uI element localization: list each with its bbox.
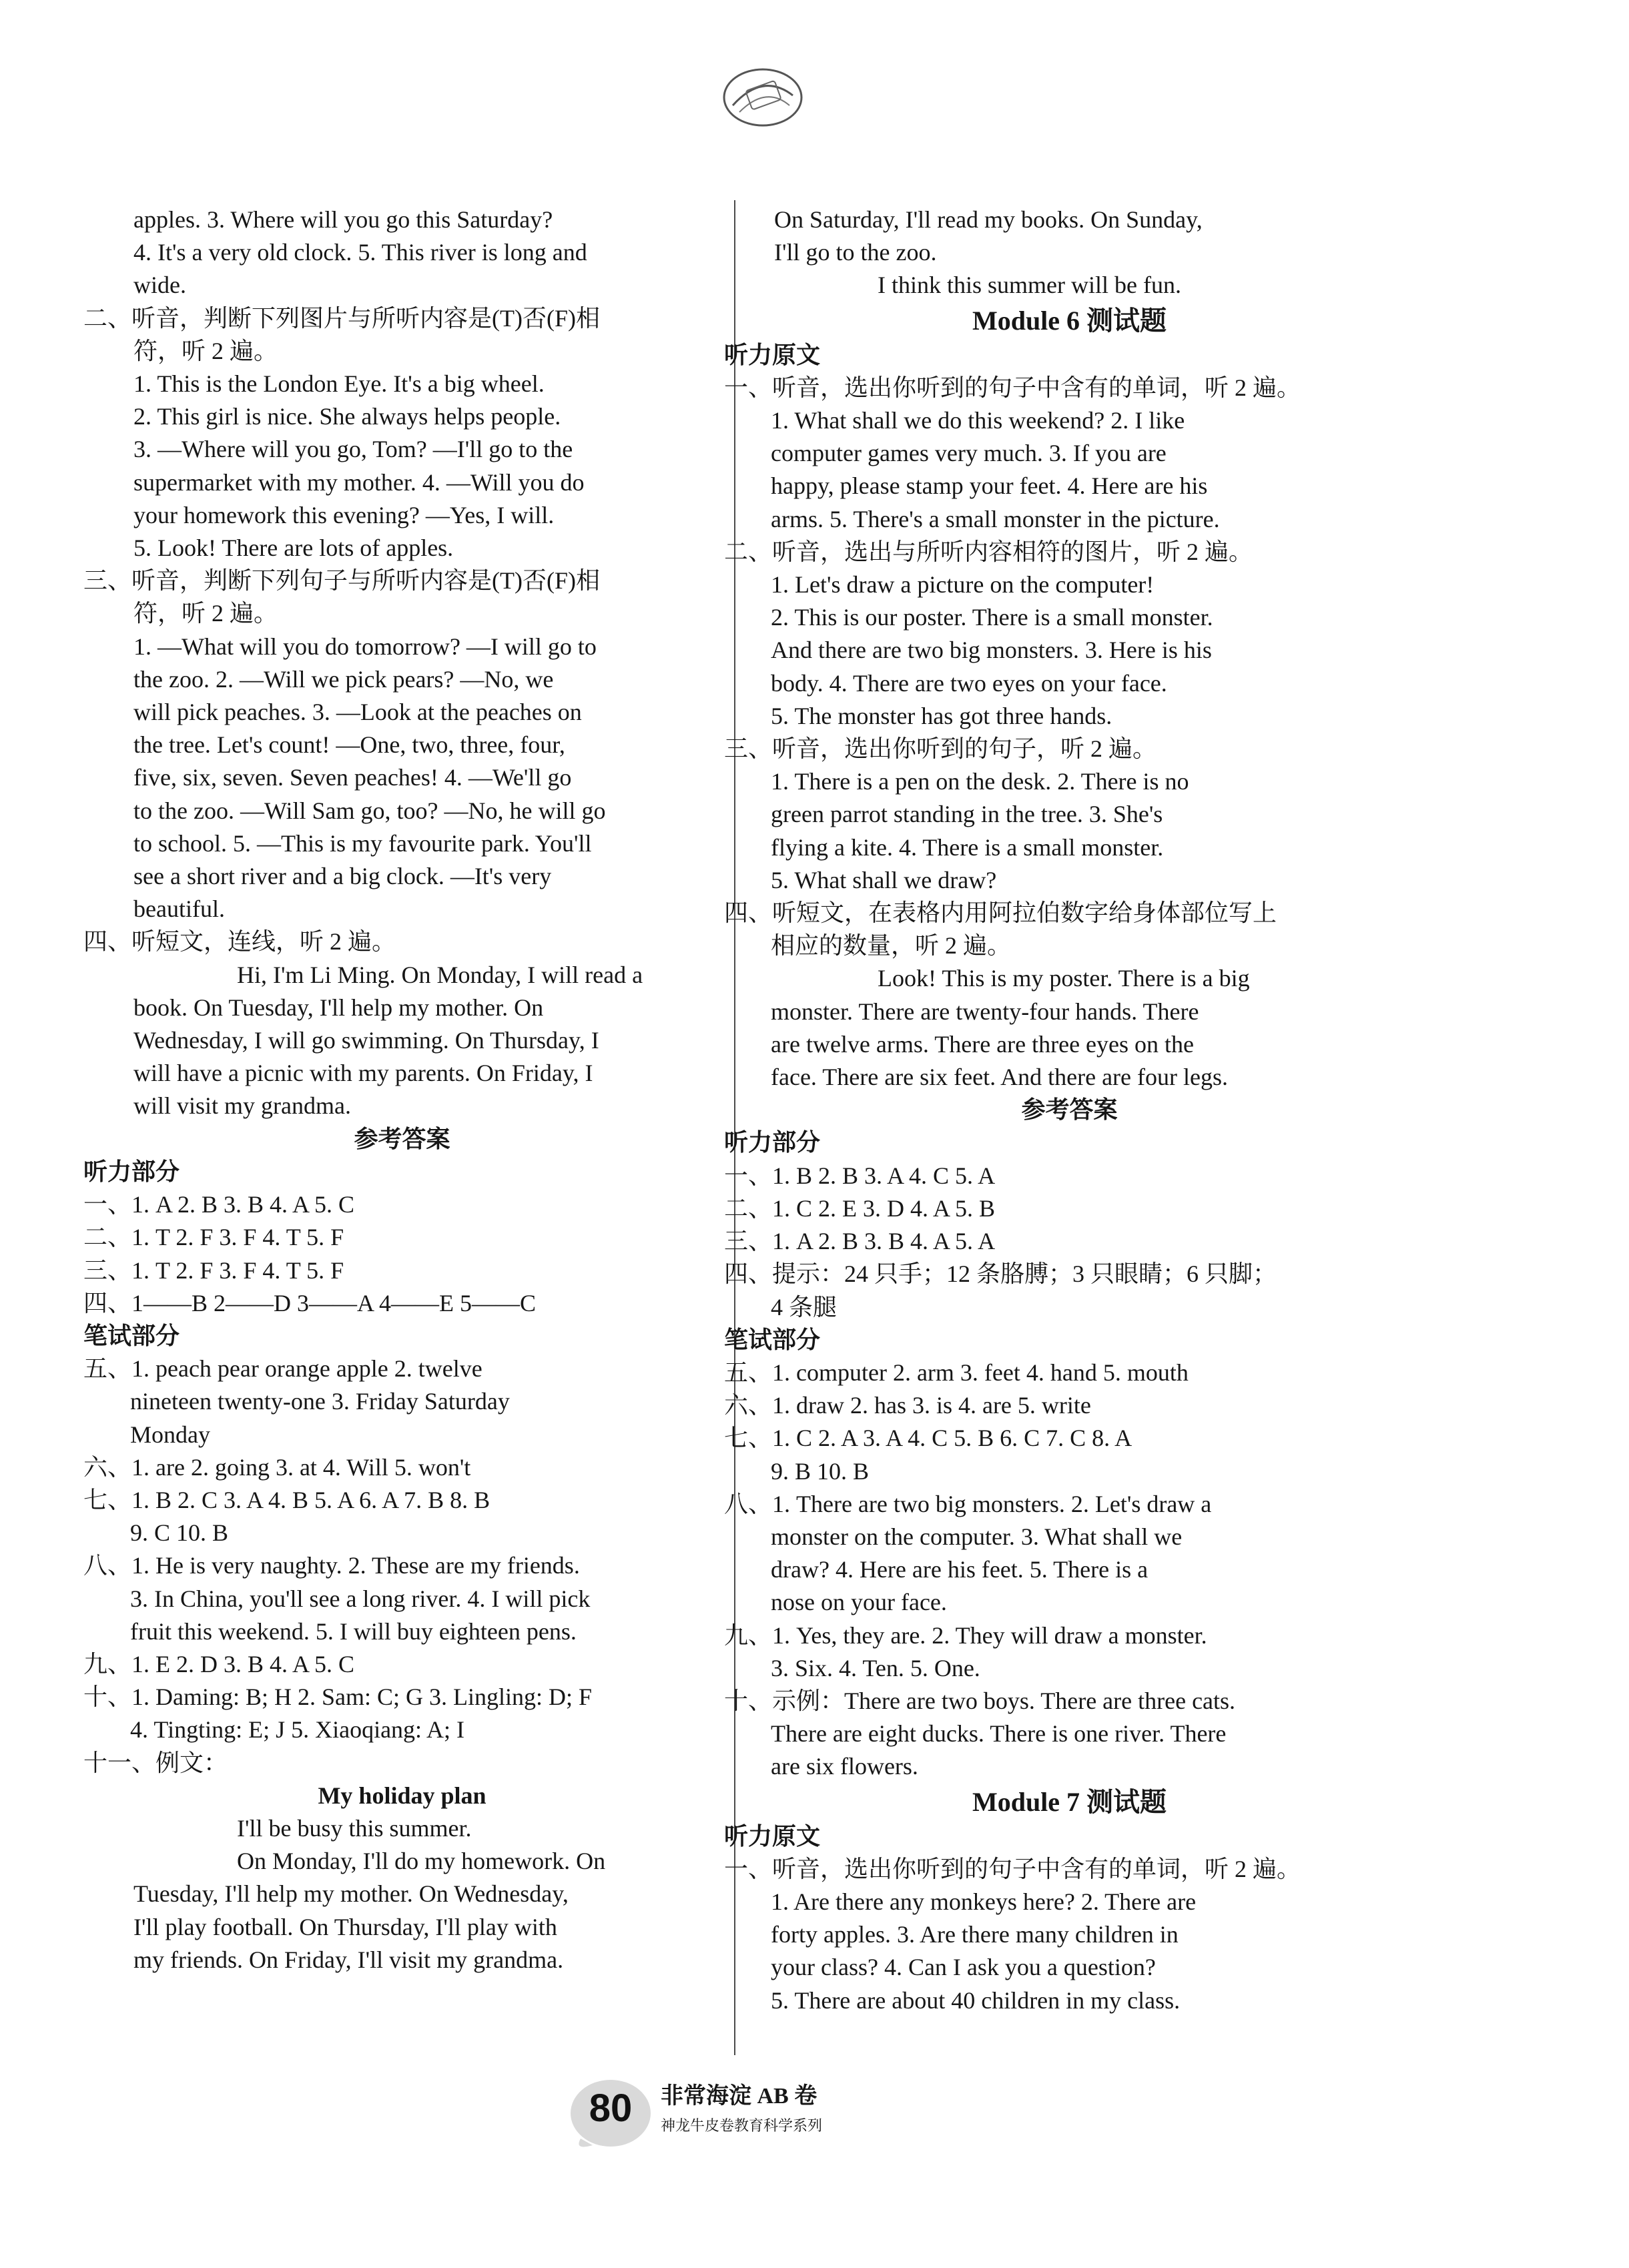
left-column-line: book. On Tuesday, I'll help my mother. On [133, 994, 544, 1021]
right-column-line: Look! This is my poster. There is a big [878, 965, 1250, 992]
left-column-line: 1. This is the London Eye. It's a big wheel. [133, 370, 545, 398]
left-column-line: 参考答案 [354, 1125, 450, 1152]
right-column-line: monster on the computer. 3. What shall we [771, 1523, 1183, 1550]
left-column-line: my friends. On Friday, I'll visit my grandma. [133, 1946, 564, 1973]
right-column-line: 一、听音，选出你听到的句子中含有的单词，听 2 遍。 [724, 374, 1301, 401]
right-column-line: 四、听短文，在表格内用阿拉伯数字给身体部位写上 [724, 899, 1277, 927]
left-column-line: 一、1. A 2. B 3. B 4. A 5. C [83, 1191, 355, 1218]
left-column-line: your homework this evening? —Yes, I will. [133, 501, 555, 528]
right-column-line: 六、1. draw 2. has 3. is 4. are 5. write [724, 1392, 1091, 1419]
right-column-line: 四、提示：24 只手；12 条胳膊；3 只眼睛；6 只脚； [724, 1260, 1277, 1288]
left-column-line: 四、听短文，连线，听 2 遍。 [83, 928, 396, 956]
left-column-line: 符，听 2 遍。 [133, 600, 278, 627]
right-column-line: 九、1. Yes, they are. 2. They will draw a monster. [724, 1621, 1207, 1649]
right-column-line: 参考答案 [1021, 1096, 1118, 1124]
right-column-line: green parrot standing in the tree. 3. She's [771, 801, 1163, 828]
left-column-line: 9. C 10. B [130, 1519, 229, 1547]
left-column-line: the zoo. 2. —Will we pick pears? —No, we [133, 665, 554, 693]
right-column-line: 七、1. C 2. A 3. A 4. C 5. B 6. C 7. C 8. A [724, 1425, 1132, 1452]
left-column-line: five, six, seven. Seven peaches! 4. —We'll go [133, 764, 572, 791]
right-column-line: flying a kite. 4. There is a small monster. [771, 833, 1164, 861]
right-column [724, 204, 1415, 2017]
right-column-line: 十、示例：There are two boys. There are three cats. [724, 1687, 1236, 1714]
right-column-line: 相应的数量，听 2 遍。 [771, 932, 1012, 960]
right-column-line: your class? 4. Can I ask you a question? [771, 1954, 1156, 1981]
right-column-line: And there are two big monsters. 3. Here is his [771, 637, 1212, 664]
right-column-line: 五、1. computer 2. arm 3. feet 4. hand 5. mouth [724, 1359, 1189, 1386]
left-column-line: 九、1. E 2. D 3. B 4. A 5. C [83, 1650, 355, 1677]
left-column-line: I'll play football. On Thursday, I'll play with [133, 1913, 557, 1940]
left-column-line: to the zoo. —Will Sam go, too? —No, he will go [133, 797, 606, 824]
right-column-line: forty apples. 3. Are there many children in [771, 1921, 1179, 1948]
left-column-line: will have a picnic with my parents. On Friday, I [133, 1060, 593, 1087]
right-column-line: monster. There are twenty-four hands. There [771, 998, 1199, 1025]
left-column-line: nineteen twenty-one 3. Friday Saturday [130, 1388, 510, 1415]
left-column-line: Wednesday, I will go swimming. On Thursday, I [133, 1027, 599, 1054]
right-column-line: I'll go to the zoo. [774, 239, 937, 266]
left-column-line: 十一、例文： [83, 1749, 228, 1776]
left-column-line: see a short river and a big clock. —It's very [133, 863, 552, 890]
left-column-line: 符，听 2 遍。 [133, 337, 278, 364]
right-column-line: body. 4. There are two eyes on your face. [771, 669, 1167, 697]
right-column-line: 三、听音，选出你听到的句子，听 2 遍。 [724, 735, 1157, 763]
left-column-line: will pick peaches. 3. —Look at the peaches on [133, 699, 582, 726]
right-column-line: 听力原文 [724, 341, 821, 368]
right-column-line: face. There are six feet. And there are four legs. [771, 1064, 1228, 1091]
right-column-line: 八、1. There are two big monsters. 2. Let's draw a [724, 1490, 1212, 1517]
right-column-line: 9. B 10. B [771, 1457, 870, 1485]
left-column [83, 204, 721, 1976]
right-column-line: computer games very much. 3. If you are [771, 440, 1167, 467]
right-column-line: 1. Are there any monkeys here? 2. There are [771, 1888, 1197, 1915]
right-column-line: 一、1. B 2. B 3. A 4. C 5. A [724, 1162, 996, 1189]
left-column-line: fruit this weekend. 5. I will buy eighteen pens. [130, 1617, 577, 1645]
left-column-line: On Monday, I'll do my homework. On [237, 1848, 606, 1875]
right-column-line: On Saturday, I'll read my books. On Sunday, [774, 206, 1203, 233]
left-column-line: 八、1. He is very naughty. 2. These are my friends. [83, 1552, 580, 1579]
left-column-line: 十、1. Daming: B; H 2. Sam: C; G 3. Lingling: D; F [83, 1683, 593, 1711]
left-column-line: 三、听音，判断下列句子与所听内容是(T)否(F)相 [83, 567, 600, 595]
right-column-line: 5. There are about 40 children in my class. [771, 1986, 1181, 2014]
left-column-line: Hi, I'm Li Ming. On Monday, I will read a [237, 961, 643, 988]
right-column-line: 1. There is a pen on the desk. 2. There is no [771, 768, 1189, 795]
left-column-line: 1. —What will you do tomorrow? —I will go to [133, 633, 597, 660]
left-column-line: 3. —Where will you go, Tom? —I'll go to the [133, 436, 573, 463]
left-column-line: 笔试部分 [83, 1322, 180, 1349]
left-column-line: 四、1——B 2——D 3——A 4——E 5——C [83, 1289, 537, 1316]
left-column-line: 五、1. peach pear orange apple 2. twelve [83, 1355, 482, 1383]
right-column-line: 听力部分 [724, 1129, 821, 1156]
left-column-line: 2. This girl is nice. She always helps people. [133, 403, 561, 430]
left-column-line: wide. [133, 272, 186, 299]
right-column-line: arms. 5. There's a small monster in the picture. [771, 505, 1220, 532]
left-column-line: 听力部分 [83, 1158, 180, 1185]
left-column-line: Tuesday, I'll help my mother. On Wednesday, [133, 1880, 569, 1908]
right-column-line: 笔试部分 [724, 1326, 821, 1353]
right-column-line: are six flowers. [771, 1753, 918, 1780]
page-footer [567, 2068, 1034, 2169]
left-column-line: My holiday plan [318, 1782, 486, 1809]
right-column-line: draw? 4. Here are his feet. 5. There is a [771, 1556, 1149, 1583]
left-column-line: 七、1. B 2. C 3. A 4. B 5. A 6. A 7. B 8. B [83, 1486, 491, 1513]
right-column-line: There are eight ducks. There is one river. There [771, 1720, 1227, 1748]
left-column-line: 六、1. are 2. going 3. at 4. Will 5. won't [83, 1453, 471, 1481]
right-column-line: I think this summer will be fun. [878, 272, 1181, 299]
left-column-line: 5. Look! There are lots of apples. [133, 534, 454, 562]
left-column-line: 4. It's a very old clock. 5. This river is long and [133, 239, 587, 266]
left-column-line: beautiful. [133, 895, 225, 923]
left-column-line: the tree. Let's count! —One, two, three, four, [133, 731, 565, 759]
left-column-line: will visit my grandma. [133, 1092, 351, 1120]
right-column-line: happy, please stamp your feet. 4. Here are his [771, 472, 1208, 500]
right-column-line: 5. What shall we draw? [771, 866, 997, 893]
right-column-line: nose on your face. [771, 1589, 947, 1616]
series-name: 非常海淀 AB 卷 [661, 2084, 818, 2109]
right-column-line: 二、听音，选出与所听内容相符的图片，听 2 遍。 [724, 538, 1253, 565]
right-column-line: 2. This is our poster. There is a small monster. [771, 604, 1213, 631]
right-column-line: Module 7 测试题 [972, 1786, 1167, 1817]
right-column-line: 听力原文 [724, 1822, 821, 1850]
header-logo-icon [716, 59, 809, 132]
left-column-line: apples. 3. Where will you go this Saturday? [133, 206, 553, 233]
left-column-line: 二、1. T 2. F 3. F 4. T 5. F [83, 1224, 344, 1251]
right-column-line: 1. What shall we do this weekend? 2. I like [771, 407, 1185, 434]
left-column-line: I'll be busy this summer. [237, 1814, 472, 1842]
left-column-line: 三、1. T 2. F 3. F 4. T 5. F [83, 1256, 344, 1284]
right-column-line: 二、1. C 2. E 3. D 4. A 5. B [724, 1194, 996, 1222]
right-column-line: 一、听音，选出你听到的句子中含有的单词，听 2 遍。 [724, 1855, 1301, 1882]
left-column-line: 3. In China, you'll see a long river. 4. I will pick [130, 1585, 591, 1612]
right-column-line: 三、1. A 2. B 3. B 4. A 5. A [724, 1228, 996, 1255]
right-column-line: Module 6 测试题 [972, 305, 1167, 336]
right-column-line: 4 条腿 [771, 1293, 838, 1320]
page-number: 80 [589, 2087, 633, 2130]
left-column-line: 二、听音，判断下列图片与所听内容是(T)否(F)相 [83, 304, 600, 332]
right-column-line: 1. Let's draw a picture on the computer! [771, 571, 1155, 599]
left-column-line: Monday [130, 1421, 210, 1448]
right-column-line: 5. The monster has got three hands. [771, 702, 1112, 729]
left-column-line: 4. Tingting: E; J 5. Xiaoqiang: A; I [130, 1716, 465, 1744]
series-subtitle: 神龙牛皮卷教育科学系列 [661, 2117, 823, 2134]
right-column-line: are twelve arms. There are three eyes on the [771, 1030, 1195, 1058]
right-column-line: 3. Six. 4. Ten. 5. One. [771, 1654, 980, 1681]
left-column-line: to school. 5. —This is my favourite park. You'll [133, 829, 592, 857]
left-column-line: supermarket with my mother. 4. —Will you do [133, 468, 585, 496]
